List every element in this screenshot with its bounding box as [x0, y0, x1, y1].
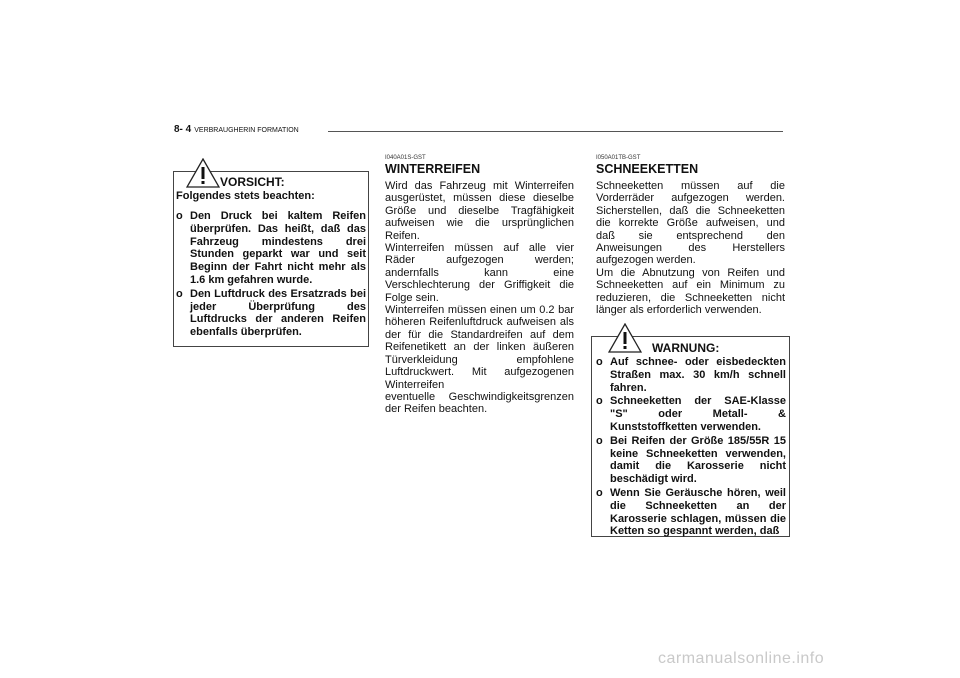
warning-item	[596, 487, 786, 538]
winter-heading: WINTERREIFEN	[385, 162, 481, 176]
winter-body	[385, 180, 574, 416]
bullet: o	[596, 395, 603, 408]
caution-item-text: Den Druck bei kaltem Reifen überprüfen. Das heißt, daß das Fahrzeug mindestens drei Stunden geparkt war und seit Beginn der Fahrt nicht mehr als 1.6 km gefahren wurde.	[190, 210, 366, 286]
caution-title: VORSICHT:	[220, 175, 285, 189]
bullet: o	[596, 356, 603, 368]
warning-item	[596, 395, 786, 433]
chains-section-code: I050A01TB-GST	[596, 155, 641, 161]
warning-item-text: Wenn Sie Geräusche hören, weil die Schneeketten an der Karosserie schlagen, müssen die Ketten so gespannt werden, daß	[610, 486, 786, 538]
warning-triangle-icon	[186, 158, 220, 188]
chains-body	[596, 180, 785, 316]
watermark-text: carmanualsonline.info	[658, 650, 825, 667]
warning-item-text: Bei Reifen der Größe 185/55R 15 keine Schneeketten verwenden, damit die Karosserie nicht beschädigt wird.	[610, 434, 786, 486]
chains-heading: SCHNEEKETTEN	[596, 162, 699, 176]
page-header	[174, 124, 299, 135]
winter-paragraph: Winterreifen müssen einen um 0.2 bar höheren Reifenluftdruck aufweisen als der für die Standardreifen auf dem Reifenetikett an der linken äußeren Türverkleidung empfohlene Luftdruckwert. Mit aufgezogenen Winterreifen	[385, 304, 574, 391]
warning-item	[596, 356, 786, 394]
caution-item	[176, 210, 366, 287]
section-title: VERBRAUGHERIN FORMATION	[194, 127, 299, 134]
page-number: 8- 4	[174, 124, 192, 135]
winter-section-code: I040A01S-GST	[385, 155, 426, 161]
caution-box	[173, 171, 369, 347]
warning-triangle-icon	[608, 323, 642, 353]
bullet: o	[596, 486, 603, 499]
winter-paragraph: eventuelle Geschwindigkeitsgrenzen der Reifen beachten.	[385, 390, 574, 416]
winter-paragraph: Winterreifen müssen auf alle vier Räder aufgezogen werden; andernfalls kann eine Verschlechterung der Griffigkeit die Folge sein.	[385, 242, 574, 304]
chains-paragraph: Schneeketten müssen auf die Vorderräder aufgezogen werden. Sicherstellen, daß die Schneeketten die korrekte Größe aufweisen, und daß sie entsprechend den Anweisungen des Herstellers aufgezogen werden.	[596, 180, 785, 267]
chains-paragraph: Um die Abnutzung von Reifen und Schneeketten auf ein Minimum zu reduzieren, die Schneeketten nicht länger als erforderlich verwenden.	[596, 266, 785, 317]
caution-intro: Folgendes stets beachten:	[176, 190, 315, 202]
caution-item	[176, 288, 366, 339]
caution-item-text: Den Luftdruck des Ersatzrads bei jeder Überprüfung des Luftdrucks der anderen Reifen ebenfalls überprüfen.	[190, 287, 366, 339]
warning-item	[596, 435, 786, 486]
warning-box	[591, 336, 790, 537]
bullet: o	[176, 210, 183, 222]
warning-list	[596, 356, 786, 539]
warning-title: WARNUNG:	[652, 341, 720, 355]
warning-item-text: Auf schnee- oder eisbedeckten Straßen max. 30 km/h schnell fahren.	[610, 356, 786, 394]
bullet: o	[176, 287, 183, 300]
header-divider	[328, 131, 783, 132]
warning-item-text: Schneeketten der SAE-Klasse "S" oder Metall- & Kunststoffketten verwenden.	[610, 395, 786, 433]
winter-paragraph: Wird das Fahrzeug mit Winterreifen ausgerüstet, müssen diese dieselbe Größe und dieselbe Tragfähigkeit aufweisen wie die ursprünglichen Reifen.	[385, 180, 574, 242]
bullet: o	[596, 434, 603, 447]
caution-list	[176, 210, 366, 340]
